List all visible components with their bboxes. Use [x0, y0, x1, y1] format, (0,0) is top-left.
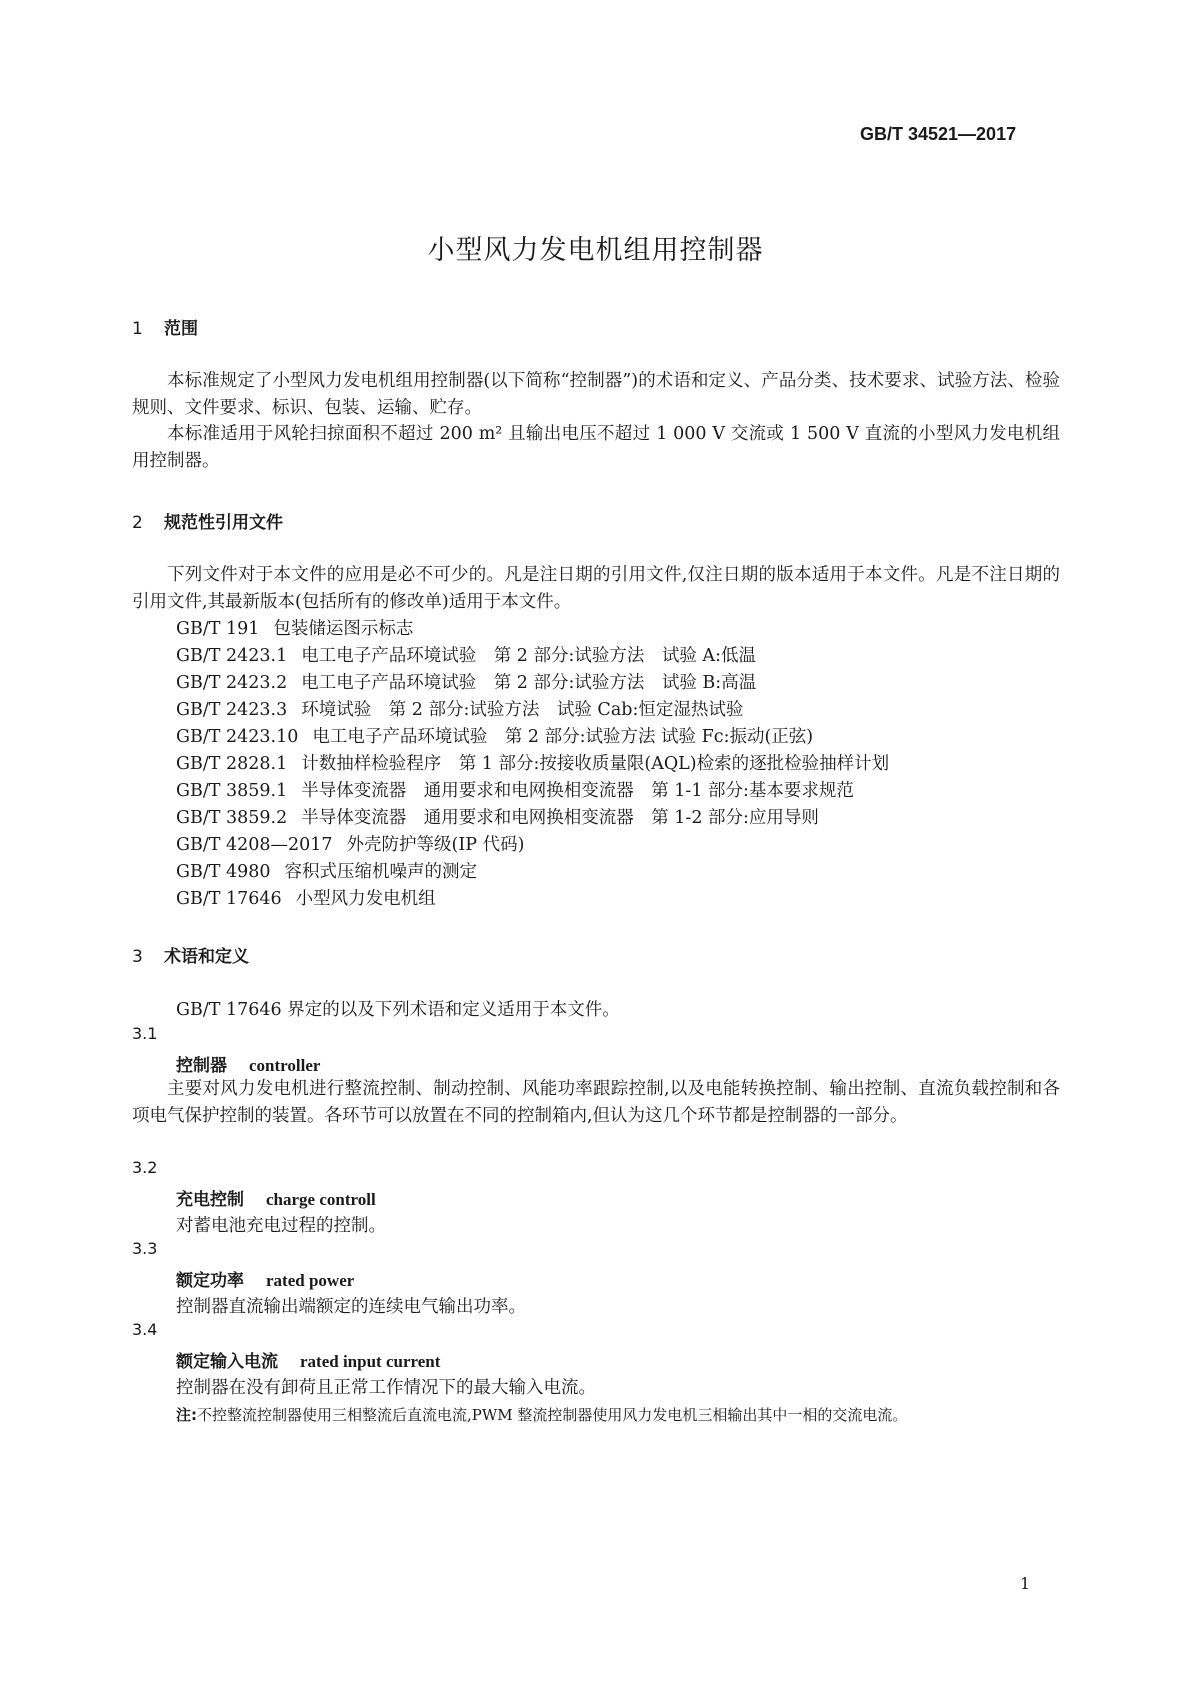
reference-item — [176, 615, 413, 640]
term-heading — [176, 1185, 376, 1210]
term-zh: 充电控制 — [176, 1190, 244, 1210]
term-number: 3.4 — [132, 1320, 158, 1339]
term-definition: 控制器在没有卸荷且正常工作情况下的最大输入电流。 — [176, 1378, 596, 1398]
note-label: 注: — [176, 1406, 197, 1424]
page-number: 1 — [1020, 1574, 1031, 1593]
reference-title: 小型风力发电机组 — [295, 889, 436, 909]
paragraph: 本标准规定了小型风力发电机组用控制器(以下简称“控制器”)的术语和定义、产品分类、技术要求、试验方法、检验规则、文件要求、标识、包装、运输、贮存。 — [132, 371, 1060, 418]
term-en: rated power — [266, 1271, 355, 1290]
reference-title: 包装储运图示标志 — [273, 619, 414, 639]
reference-item — [176, 804, 819, 829]
note — [176, 1404, 907, 1425]
reference-code: GB/T 4980 — [176, 862, 271, 882]
document-title: 小型风力发电机组用控制器 — [427, 235, 764, 266]
standard-code: GB/T 34521—2017 — [860, 124, 1017, 144]
term-definition: 对蓄电池充电过程的控制。 — [176, 1216, 386, 1236]
section-1-heading — [132, 314, 198, 339]
term-definition: 控制器直流输出端额定的连续电气输出功率。 — [176, 1297, 526, 1317]
section-title: 规范性引用文件 — [164, 513, 283, 533]
reference-code: GB/T 191 — [176, 619, 260, 639]
reference-code: GB/T 2423.3 — [176, 700, 288, 720]
term-en: charge controll — [266, 1190, 376, 1209]
reference-code: GB/T 17646 — [176, 889, 282, 909]
term-definition: 主要对风力发电机进行整流控制、制动控制、风能功率跟踪控制,以及电能转换控制、输出控制、直流负载控制和各项电气保护控制的装置。各环节可以放置在不同的控制箱内,但认为这几个环节都是控制器的一部分。 — [132, 1079, 1060, 1126]
term-heading — [176, 1266, 354, 1291]
term-number: 3.3 — [132, 1239, 158, 1258]
reference-code: GB/T 2423.10 — [176, 727, 299, 747]
reference-code: GB/T 3859.2 — [176, 808, 288, 828]
reference-code: GB/T 2828.1 — [176, 754, 288, 774]
term-number: 3.2 — [132, 1158, 158, 1177]
reference-code: GB/T 3859.1 — [176, 781, 288, 801]
term-zh: 额定输入电流 — [176, 1352, 278, 1372]
note-text: 不控整流控制器使用三相整流后直流电流,PWM 整流控制器使用风力发电机三相输出其中一相的交流电流。 — [197, 1406, 908, 1424]
reference-title: 容积式压缩机噪声的测定 — [284, 862, 478, 882]
paragraph: 下列文件对于本文件的应用是必不可少的。凡是注日期的引用文件,仅注日期的版本适用于本文件。凡是不注日期的引用文件,其最新版本(包括所有的修改单)适用于本文件。 — [132, 565, 1060, 612]
reference-item — [176, 696, 743, 721]
reference-title: 环境试验 第 2 部分:试验方法 试验 Cab:恒定湿热试验 — [301, 700, 744, 720]
reference-title: 电工电子产品环境试验 第 2 部分:试验方法 试验 Fc:振动(正弦) — [312, 727, 814, 747]
reference-item — [176, 831, 524, 856]
reference-title: 电工电子产品环境试验 第 2 部分:试验方法 试验 A:低温 — [301, 646, 756, 666]
reference-item — [176, 885, 436, 910]
section-title: 术语和定义 — [164, 947, 249, 967]
reference-title: 外壳防护等级(IP 代码) — [346, 835, 525, 855]
term-number: 3.1 — [132, 1024, 158, 1043]
section-title: 范围 — [164, 319, 198, 339]
term-zh: 控制器 — [176, 1056, 227, 1076]
reference-title: 计数抽样检验程序 第 1 部分:按接收质量限(AQL)检索的逐批检验抽样计划 — [301, 754, 890, 774]
term-zh: 额定功率 — [176, 1271, 244, 1291]
reference-code: GB/T 2423.2 — [176, 673, 288, 693]
reference-item — [176, 669, 756, 694]
reference-item — [176, 777, 854, 802]
section-number: 1 — [132, 319, 143, 339]
paragraph: GB/T 17646 界定的以及下列术语和定义适用于本文件。 — [176, 1000, 620, 1020]
section-number: 2 — [132, 513, 143, 533]
section-number: 3 — [132, 947, 143, 967]
section-3-heading — [132, 942, 249, 967]
reference-item — [176, 858, 477, 883]
term-en: rated input current — [300, 1352, 441, 1371]
reference-code: GB/T 4208—2017 — [176, 835, 333, 855]
reference-item — [176, 750, 889, 775]
reference-code: GB/T 2423.1 — [176, 646, 288, 666]
term-heading — [176, 1051, 320, 1076]
paragraph: 本标准适用于风轮扫掠面积不超过 200 m² 且输出电压不超过 1 000 V 交流或 1 500 V 直流的小型风力发电机组用控制器。 — [132, 424, 1060, 471]
reference-item — [176, 723, 813, 748]
reference-title: 半导体变流器 通用要求和电网换相变流器 第 1-1 部分:基本要求规范 — [301, 781, 854, 801]
term-en: controller — [249, 1056, 321, 1075]
reference-title: 半导体变流器 通用要求和电网换相变流器 第 1-2 部分:应用导则 — [301, 808, 819, 828]
reference-title: 电工电子产品环境试验 第 2 部分:试验方法 试验 B:高温 — [301, 673, 757, 693]
section-2-heading — [132, 508, 283, 533]
term-heading — [176, 1347, 440, 1372]
reference-item — [176, 642, 756, 667]
